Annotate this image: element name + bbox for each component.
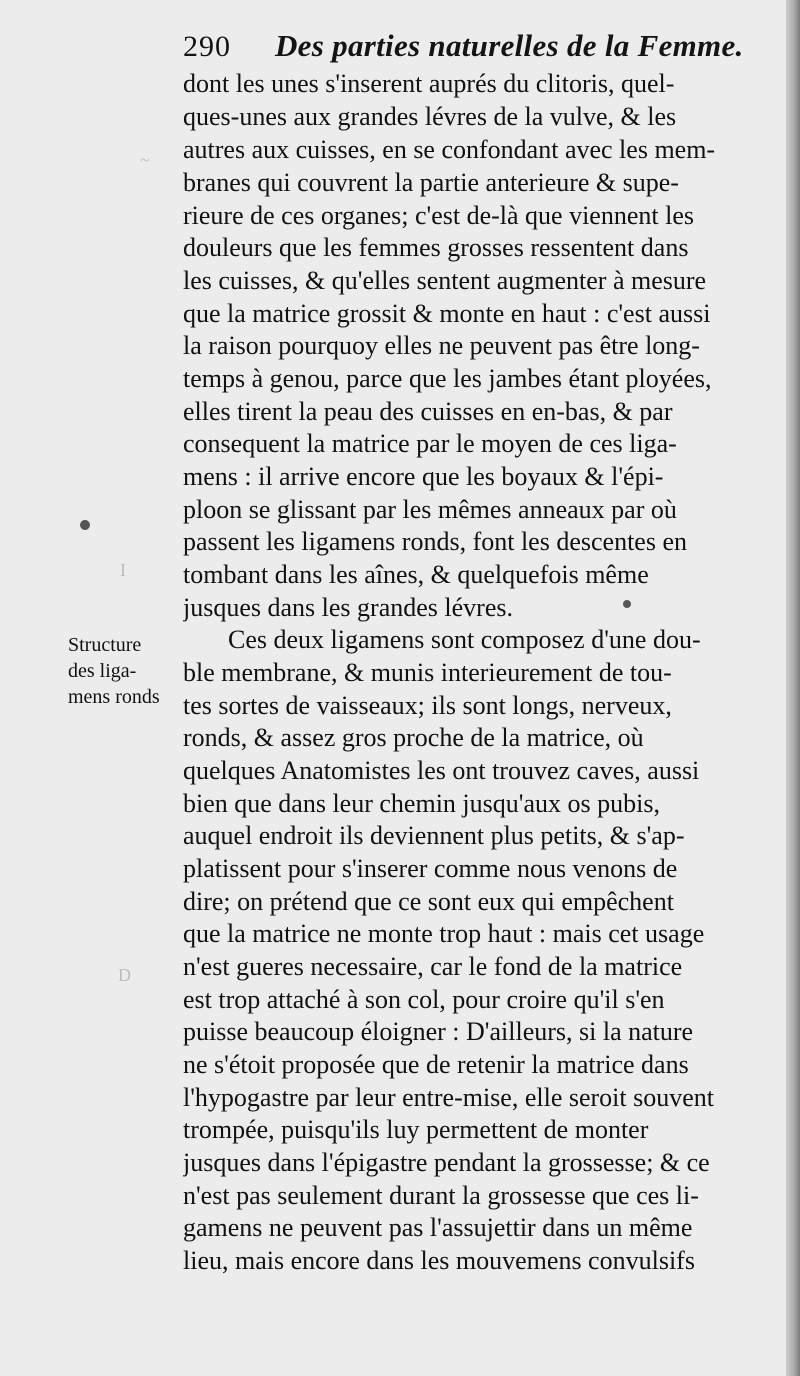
- text-line: la raison pourquoy elles ne peuvent pas être long-: [183, 331, 700, 360]
- text-line: l'hypogastre par leur entre-mise, elle seroit souvent: [183, 1083, 715, 1112]
- margin-note: [68, 632, 180, 710]
- text-line: temps à genou, parce que les jambes étant ployées,: [183, 364, 712, 393]
- text-line: dont les unes s'inserent auprés du clitoris, quel-: [183, 69, 675, 98]
- text-line: jusques dans l'épigastre pendant la grossesse; & ce: [183, 1148, 710, 1177]
- text-line: n'est pas seulement durant la grossesse que ces li-: [183, 1181, 699, 1210]
- text-line: est trop attaché à son col, pour croire qu'il s'en: [183, 985, 665, 1014]
- page-edge-shadow: [786, 0, 800, 1376]
- text-line: ble membrane, & munis interieurement de tou-: [183, 658, 672, 687]
- margin-note-line: des liga-: [68, 660, 137, 682]
- text-line: Ces deux ligamens sont composez d'une dou-: [228, 625, 701, 654]
- text-line: que la matrice ne monte trop haut : mais cet usage: [183, 919, 705, 948]
- bleed-through-mark: I: [120, 560, 126, 580]
- margin-note-line: mens ronds: [68, 686, 160, 708]
- ink-blot: [78, 518, 92, 532]
- text-line: lieu, mais encore dans les mouvemens convulsifs: [183, 1246, 695, 1275]
- text-line: n'est gueres necessaire, car le fond de la matrice: [183, 952, 683, 981]
- page-header: [183, 28, 743, 68]
- text-line: elles tirent la peau des cuisses en en-bas, & par: [183, 397, 673, 426]
- text-line: que la matrice grossit & monte en haut : c'est aussi: [183, 299, 711, 328]
- page-number: 290: [183, 30, 231, 63]
- text-line: mens : il arrive encore que les boyaux & l'épi-: [183, 462, 664, 491]
- text-line: bien que dans leur chemin jusqu'aux os pubis,: [183, 789, 660, 818]
- text-line: passent les ligamens ronds, font les descentes en: [183, 527, 687, 556]
- text-line: douleurs que les femmes grosses ressentent dans: [183, 233, 689, 262]
- text-line: branes qui couvrent la partie anterieure & supe-: [183, 168, 679, 197]
- text-line: quelques Anatomistes les ont trouvez caves, aussi: [183, 756, 700, 785]
- margin-note-line: Structure: [68, 634, 142, 656]
- text-line: dire; on prétend que ce sont eux qui empêchent: [183, 887, 674, 916]
- running-title: Des parties naturelles de la Femme.: [275, 28, 744, 63]
- text-line: ploon se glissant par les mêmes anneaux par où: [183, 495, 677, 524]
- text-line: ques-unes aux grandes lévres de la vulve, & les: [183, 102, 677, 131]
- text-line: autres aux cuisses, en se confondant avec les mem-: [183, 135, 716, 164]
- text-line: tes sortes de vaisseaux; ils sont longs, nerveux,: [183, 691, 672, 720]
- text-line: ronds, & assez gros proche de la matrice, où: [183, 723, 644, 752]
- text-line: les cuisses, & qu'elles sentent augmenter à mesure: [183, 266, 707, 295]
- text-line: ne s'étoit proposée que de retenir la matrice dans: [183, 1050, 689, 1079]
- text-line: trompée, puisqu'ils luy permettent de monter: [183, 1115, 649, 1144]
- text-line: auquel endroit ils deviennent plus petits, & s'ap-: [183, 821, 685, 850]
- text-line: platissent pour s'inserer comme nous venons de: [183, 854, 678, 883]
- bleed-through-mark: ~: [140, 150, 150, 170]
- bleed-through-mark: D: [118, 965, 131, 985]
- text-line: rieure de ces organes; c'est de-là que viennent les: [183, 201, 694, 230]
- text-line: jusques dans les grandes lévres.: [183, 593, 513, 622]
- text-line: tombant dans les aînes, & quelquefois même: [183, 560, 649, 589]
- text-line: gamens ne peuvent pas l'assujettir dans un même: [183, 1213, 693, 1242]
- text-line: puisse beaucoup éloigner : D'ailleurs, si la nature: [183, 1017, 694, 1046]
- text-line: consequent la matrice par le moyen de ces liga-: [183, 429, 677, 458]
